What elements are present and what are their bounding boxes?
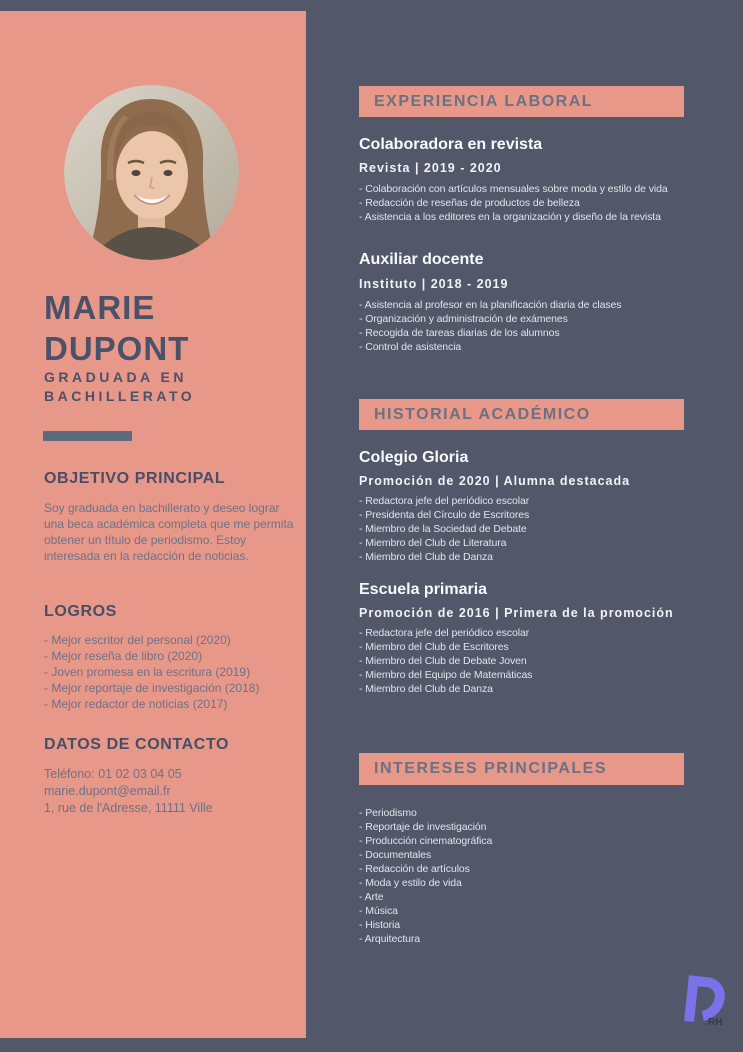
interest-item: - Reportaje de investigación: [359, 821, 487, 833]
section-banner-label: HISTORIAL ACADÉMICO: [374, 406, 591, 423]
contact-heading: DATOS DE CONTACTO: [44, 736, 230, 753]
profile-photo: [64, 85, 239, 260]
contact-list: [44, 766, 294, 817]
interests-list: [359, 806, 693, 946]
divider-bar: [43, 431, 132, 441]
education-bullet-list: [359, 626, 693, 696]
job-bullet: - Organización y administración de exámenes: [359, 313, 568, 325]
education-bullet-list: [359, 494, 693, 564]
section-banner-label: EXPERIENCIA LABORAL: [374, 93, 594, 110]
education-bullet: - Presidenta del Círculo de Escritores: [359, 509, 530, 521]
job-bullet: - Colaboración con artículos mensuales sobre moda y estilo de vida: [359, 183, 668, 195]
education-title: Escuela primaria: [359, 581, 488, 598]
education-bullet: - Miembro del Club de Danza: [359, 683, 493, 695]
education-bullet: - Miembro del Equipo de Matemáticas: [359, 669, 533, 681]
logo-text: RH: [708, 1017, 723, 1028]
job-bullet: - Control de asistencia: [359, 341, 462, 353]
achievements-list: [44, 632, 294, 712]
education-meta: Promoción de 2020 | Alumna destacada: [359, 474, 631, 488]
achievement-item: - Mejor reportaje de investigación (2018): [44, 681, 260, 695]
interest-item: - Música: [359, 905, 398, 917]
education-bullet: - Miembro de la Sociedad de Debate: [359, 523, 527, 535]
section-banner-label: INTERESES PRINCIPALES: [374, 760, 608, 777]
education-meta: Promoción de 2016 | Primera de la promoción: [359, 606, 674, 620]
achievement-item: - Mejor redactor de noticias (2017): [44, 697, 228, 711]
job-meta: Instituto | 2018 - 2019: [359, 277, 509, 291]
contact-phone: Teléfono: 01 02 03 04 05: [44, 767, 182, 781]
education-bullet: - Miembro del Club de Escritores: [359, 641, 509, 653]
name-line-2: DUPONT: [44, 330, 190, 367]
rh-logo: [678, 975, 730, 1033]
achievement-item: - Joven promesa en la escritura (2019): [44, 665, 251, 679]
achievement-item: - Mejor escritor del personal (2020): [44, 633, 231, 647]
education-bullet: - Miembro del Club de Debate Joven: [359, 655, 527, 667]
education-title: Colegio Gloria: [359, 449, 469, 466]
interest-item: - Periodismo: [359, 807, 417, 819]
job-title: Auxiliar docente: [359, 251, 484, 268]
person-role: [44, 368, 294, 405]
person-name: [44, 287, 294, 369]
job-bullet-list: [359, 182, 693, 224]
section-banner-experience: [359, 86, 684, 117]
objective-heading: OBJETIVO PRINCIPAL: [44, 470, 226, 487]
job-bullet-list: [359, 298, 693, 354]
interest-item: - Documentales: [359, 849, 432, 861]
section-banner-education: [359, 399, 684, 430]
interest-item: - Arquitectura: [359, 933, 421, 945]
job-bullet: - Asistencia al profesor en la planificación diaria de clases: [359, 299, 622, 311]
role-line-1: GRADUADA EN: [44, 369, 187, 385]
education-bullet: - Miembro del Club de Literatura: [359, 537, 507, 549]
interest-item: - Arte: [359, 891, 384, 903]
interest-item: - Historia: [359, 919, 401, 931]
job-bullet: - Asistencia a los editores en la organización y diseño de la revista: [359, 211, 661, 223]
education-bullet: - Redactora jefe del periódico escolar: [359, 495, 530, 507]
portrait-illustration: [64, 85, 239, 260]
objective-text: Soy graduada en bachillerato y deseo lograr una beca académica completa que me permita obtener un título de periodismo. Estoy interesada en la redacción de noticias.: [44, 501, 294, 563]
education-bullet: - Redactora jefe del periódico escolar: [359, 627, 530, 639]
interest-item: - Redacción de artículos: [359, 863, 470, 875]
job-meta: Revista | 2019 - 2020: [359, 161, 502, 175]
name-line-1: MARIE: [44, 289, 156, 326]
achievements-heading: LOGROS: [44, 603, 117, 620]
job-bullet: - Recogida de tareas diarias de los alumnos: [359, 327, 560, 339]
role-line-2: BACHILLERATO: [44, 387, 196, 404]
job-bullet: - Redacción de reseñas de productos de belleza: [359, 197, 580, 209]
interest-item: - Producción cinematográfica: [359, 835, 493, 847]
job-title: Colaboradora en revista: [359, 136, 543, 153]
education-bullet: - Miembro del Club de Danza: [359, 551, 493, 563]
interest-item: - Moda y estilo de vida: [359, 877, 462, 889]
section-banner-interests: [359, 753, 684, 785]
achievement-item: - Mejor reseña de libro (2020): [44, 649, 203, 663]
contact-email: marie.dupont@email.fr: [44, 784, 171, 798]
contact-address: 1, rue de l'Adresse, 11111 Ville: [44, 801, 213, 815]
